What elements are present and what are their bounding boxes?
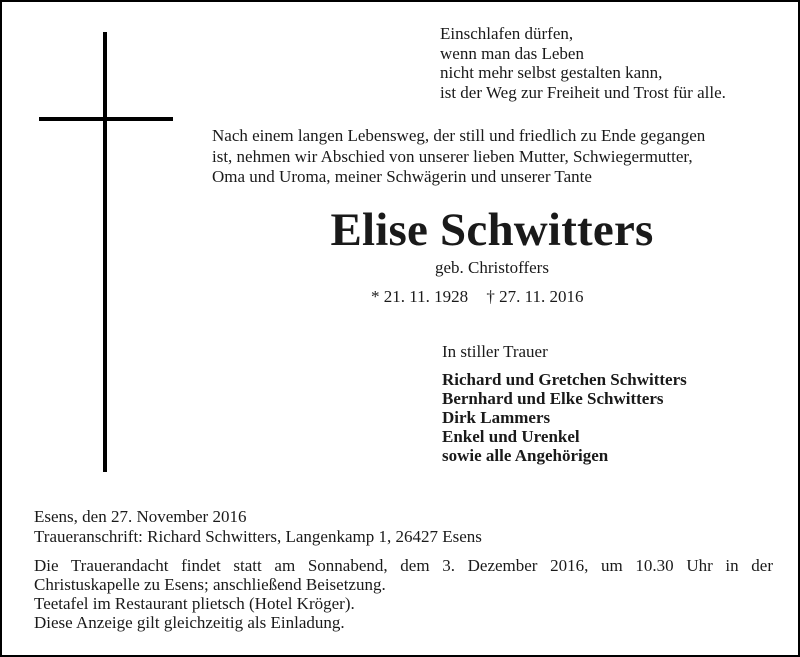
service-line: Die Trauerandacht findet statt am Sonnabend, dem 3. Dezember 2016, um 10.30 Uhr in der bbox=[34, 556, 773, 575]
death-date: † 27. 11. 2016 bbox=[486, 287, 584, 306]
mourner-name: Bernhard und Elke Schwitters bbox=[442, 389, 664, 408]
mourner-name: Dirk Lammers bbox=[442, 408, 551, 427]
mourning-address: Traueranschrift: Richard Schwitters, Langenkamp 1, 26427 Esens bbox=[34, 527, 482, 546]
place-and-date: Esens, den 27. November 2016 bbox=[34, 507, 247, 526]
cross-icon-crossbar bbox=[39, 117, 173, 121]
maiden-name: geb. Christoffers bbox=[435, 258, 549, 277]
mourner-name: Richard und Gretchen Schwitters bbox=[442, 370, 687, 389]
service-line: Teetafel im Restaurant plietsch (Hotel Kröger). bbox=[34, 594, 355, 613]
intro-line: Oma und Uroma, meiner Schwägerin und unserer Tante bbox=[212, 167, 592, 186]
life-dates bbox=[371, 287, 584, 307]
birth-date: * 21. 11. 1928 bbox=[371, 287, 469, 306]
mourner-name: sowie alle Angehörigen bbox=[442, 446, 609, 465]
deceased-name: Elise Schwitters bbox=[330, 204, 654, 256]
service-line: Christuskapelle zu Esens; anschließend Beisetzung. bbox=[34, 575, 386, 594]
mourner-name: Enkel und Urenkel bbox=[442, 427, 580, 446]
poem-line: Einschlafen dürfen, bbox=[440, 24, 574, 43]
mourners-label: In stiller Trauer bbox=[442, 342, 548, 361]
mourners-list bbox=[442, 370, 687, 465]
service-details bbox=[34, 556, 773, 632]
poem-line: wenn man das Leben bbox=[440, 43, 584, 63]
intro-text bbox=[212, 126, 705, 188]
service-line: Diese Anzeige gilt gleichzeitig als Einladung. bbox=[34, 613, 345, 632]
intro-line: Nach einem langen Lebensweg, der still und friedlich zu Ende gegangen bbox=[212, 126, 706, 145]
poem-line: nicht mehr selbst gestalten kann, bbox=[440, 63, 663, 82]
poem-line: ist der Weg zur Freiheit und Trost für alle. bbox=[440, 82, 726, 102]
intro-line: ist, nehmen wir Abschied von unserer lieben Mutter, Schwiegermutter, bbox=[212, 146, 693, 166]
poem bbox=[440, 24, 726, 102]
